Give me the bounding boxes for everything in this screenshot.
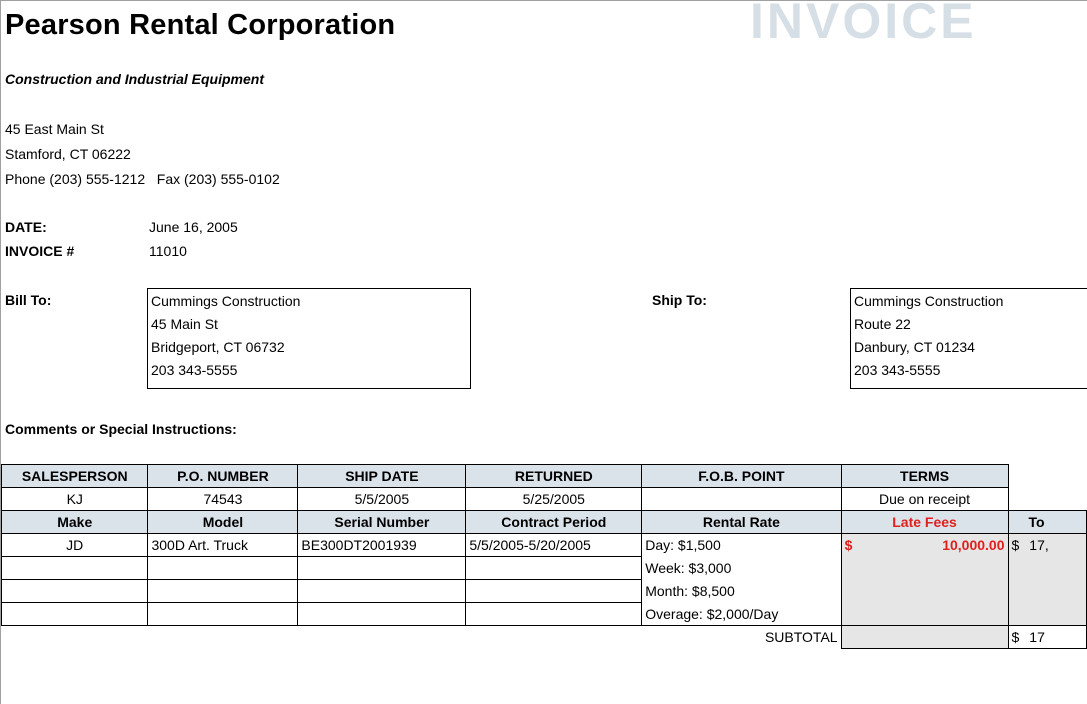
subtotal-late-fee-cell [841, 626, 1008, 649]
make-cell [2, 603, 148, 626]
contract-period-cell [466, 557, 642, 580]
total-header: To [1008, 511, 1087, 534]
invoice-number-value: 11010 [149, 243, 187, 259]
item-header-cell: Contract Period [466, 511, 642, 534]
rental-rate-cell: Overage: $2,000/Day [642, 603, 841, 626]
address-line-2: Stamford, CT 06222 [5, 146, 131, 162]
bill-to-label: Bill To: [5, 292, 52, 308]
order-header-cell: SHIP DATE [298, 465, 466, 488]
item-row [2, 557, 1087, 580]
subtotal-amount: 17 [1029, 629, 1045, 645]
contract-period-cell [466, 603, 642, 626]
late-fee-cell [841, 603, 1008, 626]
empty-cell [2, 626, 148, 649]
serial-cell: BE300DT2001939 [298, 534, 466, 557]
po-number-cell: 74543 [148, 488, 298, 511]
date-label: DATE: [5, 219, 47, 235]
date-value: June 16, 2005 [149, 219, 238, 235]
order-header-cell: F.O.B. POINT [642, 465, 841, 488]
invoice-grid [1, 464, 1087, 649]
late-fee-cell [841, 580, 1008, 603]
subtotal-label: SUBTOTAL [642, 626, 841, 649]
comments-label: Comments or Special Instructions: [5, 421, 237, 437]
item-row [2, 580, 1087, 603]
model-cell: 300D Art. Truck [148, 534, 298, 557]
ship-to-line: Cummings Construction [854, 293, 1004, 309]
terms-cell: Due on receipt [841, 488, 1008, 511]
late-fees-header: Late Fees [841, 511, 1008, 534]
model-cell [148, 603, 298, 626]
fob-point-cell [642, 488, 841, 511]
order-data-row [2, 488, 1087, 511]
empty-cell [148, 626, 298, 649]
subtotal-currency: $ [1011, 629, 1020, 645]
rental-rate-cell: Week: $3,000 [642, 557, 841, 580]
ship-to-box [850, 288, 1087, 389]
model-cell [148, 557, 298, 580]
total-amount: 17, [1029, 537, 1049, 554]
late-fee-cell [841, 534, 1008, 557]
item-row [2, 534, 1087, 557]
order-header-cell: SALESPERSON [2, 465, 148, 488]
order-header-cell: TERMS [841, 465, 1008, 488]
empty-cell [1008, 465, 1087, 488]
serial-cell [298, 557, 466, 580]
model-cell [148, 580, 298, 603]
ship-to-line: Danbury, CT 01234 [854, 339, 975, 355]
total-cell [1008, 557, 1087, 580]
bill-to-line: Bridgeport, CT 06732 [151, 339, 285, 355]
late-fee-amount: 10,000.00 [942, 537, 1005, 554]
empty-cell [466, 626, 642, 649]
contract-period-cell [466, 580, 642, 603]
bill-to-line: 203 343-5555 [151, 362, 238, 378]
order-header-cell: P.O. NUMBER [148, 465, 298, 488]
salesperson-cell: KJ [2, 488, 148, 511]
subtotal-row [2, 626, 1087, 649]
bill-to-line: Cummings Construction [151, 293, 301, 309]
late-fee-cell [841, 557, 1008, 580]
total-cell [1008, 603, 1087, 626]
item-header-row [2, 511, 1087, 534]
phone-fax: Phone (203) 555-1212 Fax (203) 555-0102 [5, 171, 280, 187]
order-header-cell: RETURNED [466, 465, 642, 488]
total-currency: $ [1011, 537, 1020, 554]
ship-to-line: 203 343-5555 [854, 362, 941, 378]
contract-period-cell: 5/5/2005-5/20/2005 [466, 534, 642, 557]
total-cell [1008, 534, 1087, 557]
item-header-cell: Make [2, 511, 148, 534]
make-cell: JD [2, 534, 148, 557]
make-cell [2, 557, 148, 580]
make-cell [2, 580, 148, 603]
returned-cell: 5/25/2005 [466, 488, 642, 511]
late-fee-currency: $ [844, 537, 853, 554]
address-line-1: 45 East Main St [5, 121, 104, 137]
empty-cell [298, 626, 466, 649]
rental-rate-cell: Day: $1,500 [642, 534, 841, 557]
bill-to-line: 45 Main St [151, 316, 218, 332]
order-header-row [2, 465, 1087, 488]
total-cell [1008, 580, 1087, 603]
rental-rate-cell: Month: $8,500 [642, 580, 841, 603]
item-header-cell: Model [148, 511, 298, 534]
empty-cell [1008, 488, 1087, 511]
invoice-number-label: INVOICE # [5, 243, 75, 259]
subtotal-cell [1008, 626, 1087, 649]
item-row [2, 603, 1087, 626]
ship-to-label: Ship To: [652, 292, 707, 308]
item-header-cell: Serial Number [298, 511, 466, 534]
bill-to-box [147, 288, 471, 389]
company-name: Pearson Rental Corporation [5, 9, 396, 41]
item-header-cell: Rental Rate [642, 511, 841, 534]
serial-cell [298, 603, 466, 626]
serial-cell [298, 580, 466, 603]
ship-date-cell: 5/5/2005 [298, 488, 466, 511]
invoice-title: INVOICE [750, 0, 977, 49]
company-tagline: Construction and Industrial Equipment [5, 71, 264, 87]
ship-to-line: Route 22 [854, 316, 911, 332]
